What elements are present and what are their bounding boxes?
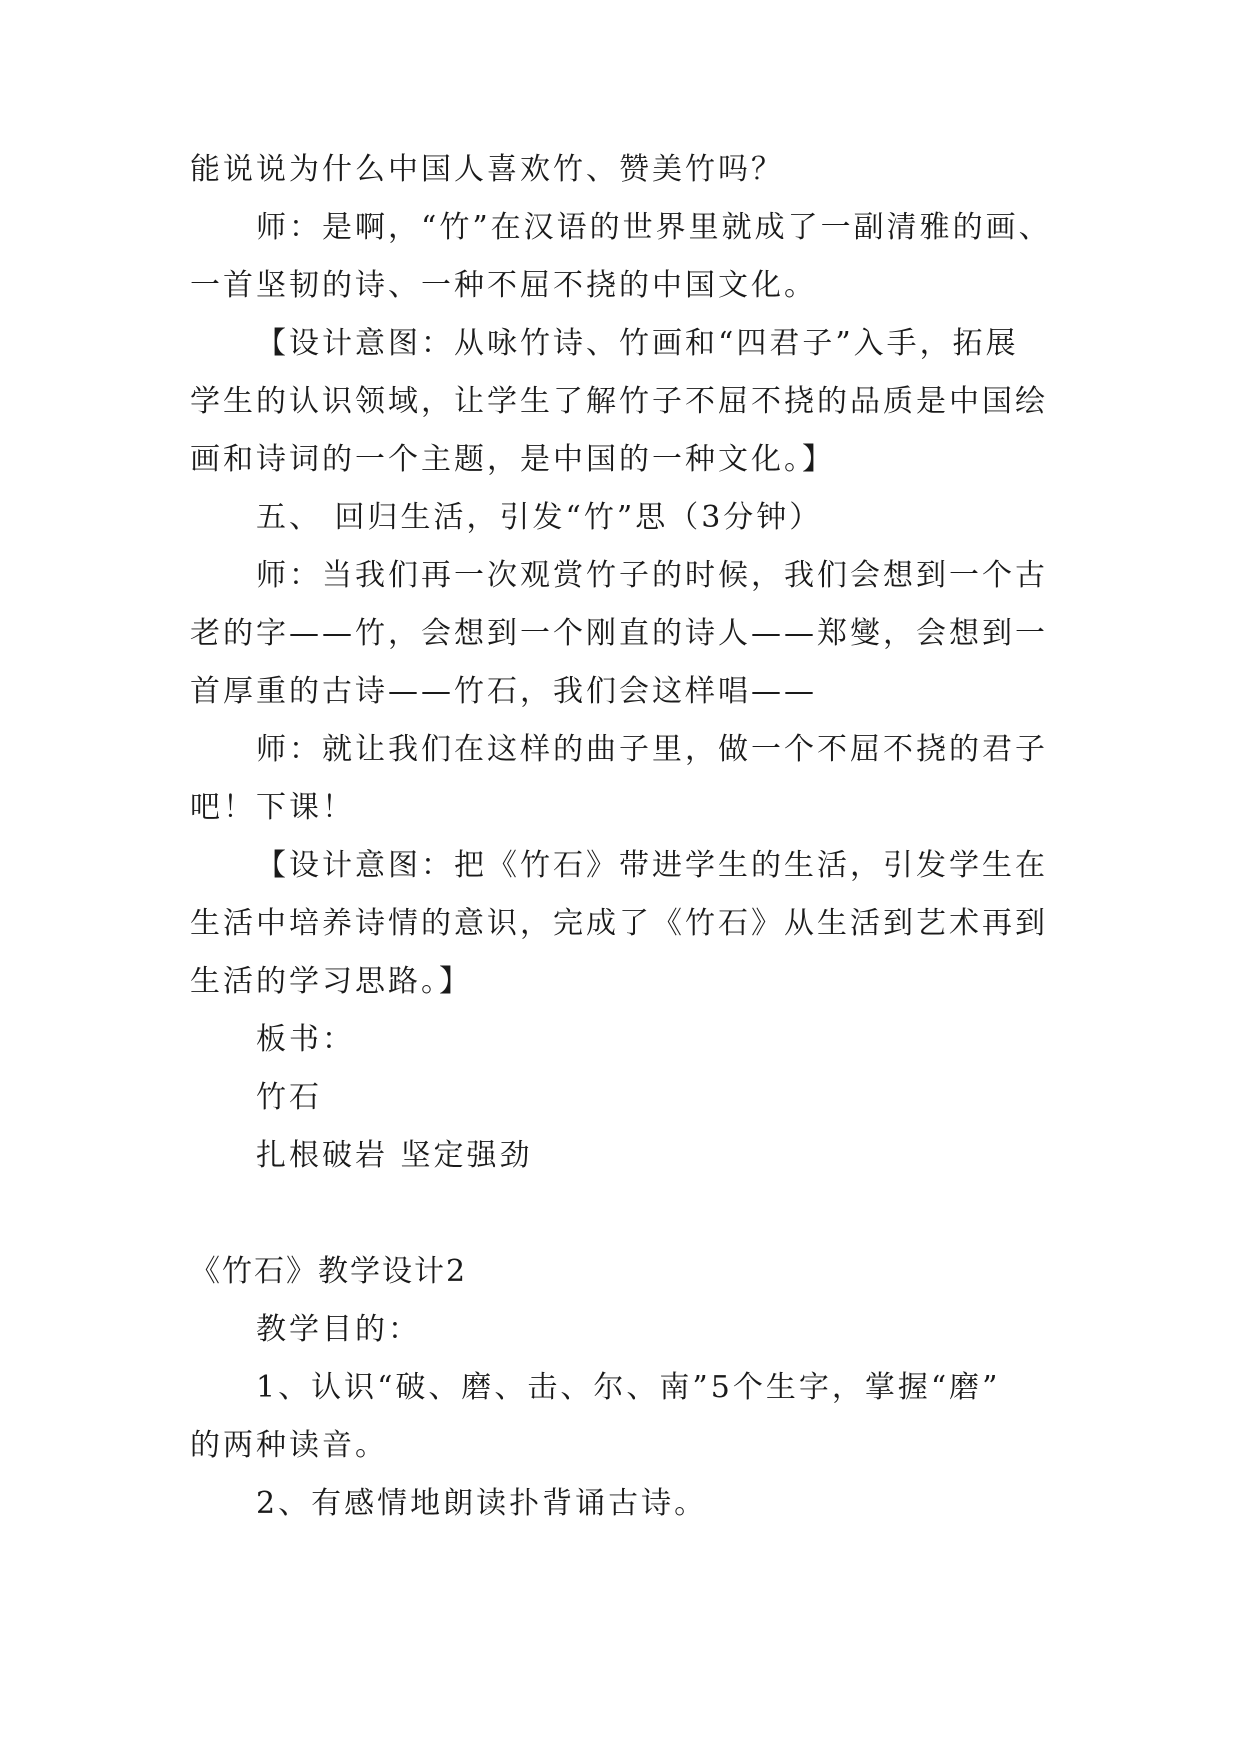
text-line: 学生的认识领域，让学生了解竹子不屈不挠的品质是中国绘 [190,384,1048,419]
blackboard-keywords: 扎根破岩 坚定强劲 [256,1138,533,1173]
text-line: 首厚重的古诗——竹石，我们会这样唱—— [190,674,817,709]
text-line: 吧！下课！ [190,790,355,825]
section-title: 《竹石》教学设计2 [190,1254,468,1289]
text-line: 教学目的： [256,1312,421,1347]
blackboard-label: 板书： [256,1022,355,1057]
text-line: 能说说为什么中国人喜欢竹、赞美竹吗？ [190,152,784,187]
text-line: 生活的学习思路。】 [190,964,472,999]
text-line: 师：是啊，“竹”在汉语的世界里就成了一副清雅的画、 [256,210,1052,245]
text-line: 老的字——竹，会想到一个刚直的诗人——郑燮，会想到一 [190,616,1048,651]
text-line: 【设计意图：把《竹石》带进学生的生活，引发学生在 [256,848,1048,883]
blackboard-title: 竹石 [256,1080,322,1115]
text-line: 师：就让我们在这样的曲子里，做一个不屈不挠的君子 [256,732,1048,767]
text-line: 的两种读音。 [190,1428,388,1463]
text-line: 画和诗词的一个主题，是中国的一种文化。】 [190,442,835,477]
list-item: 1、认识“破、磨、击、尔、南”5个生字，掌握“磨” [256,1370,1001,1405]
text-line: 一首坚韧的诗、一种不屈不挠的中国文化。 [190,268,817,303]
text-line: 生活中培养诗情的意识，完成了《竹石》从生活到艺术再到 [190,906,1048,941]
text-line: 【设计意图：从咏竹诗、竹画和“四君子”入手，拓展 [256,326,1019,361]
section-heading: 五、 回归生活，引发“竹”思（3分钟） [256,500,823,535]
text-line: 师：当我们再一次观赏竹子的时候，我们会想到一个古 [256,558,1048,593]
list-item: 2、有感情地朗读扑背诵古诗。 [256,1486,708,1521]
